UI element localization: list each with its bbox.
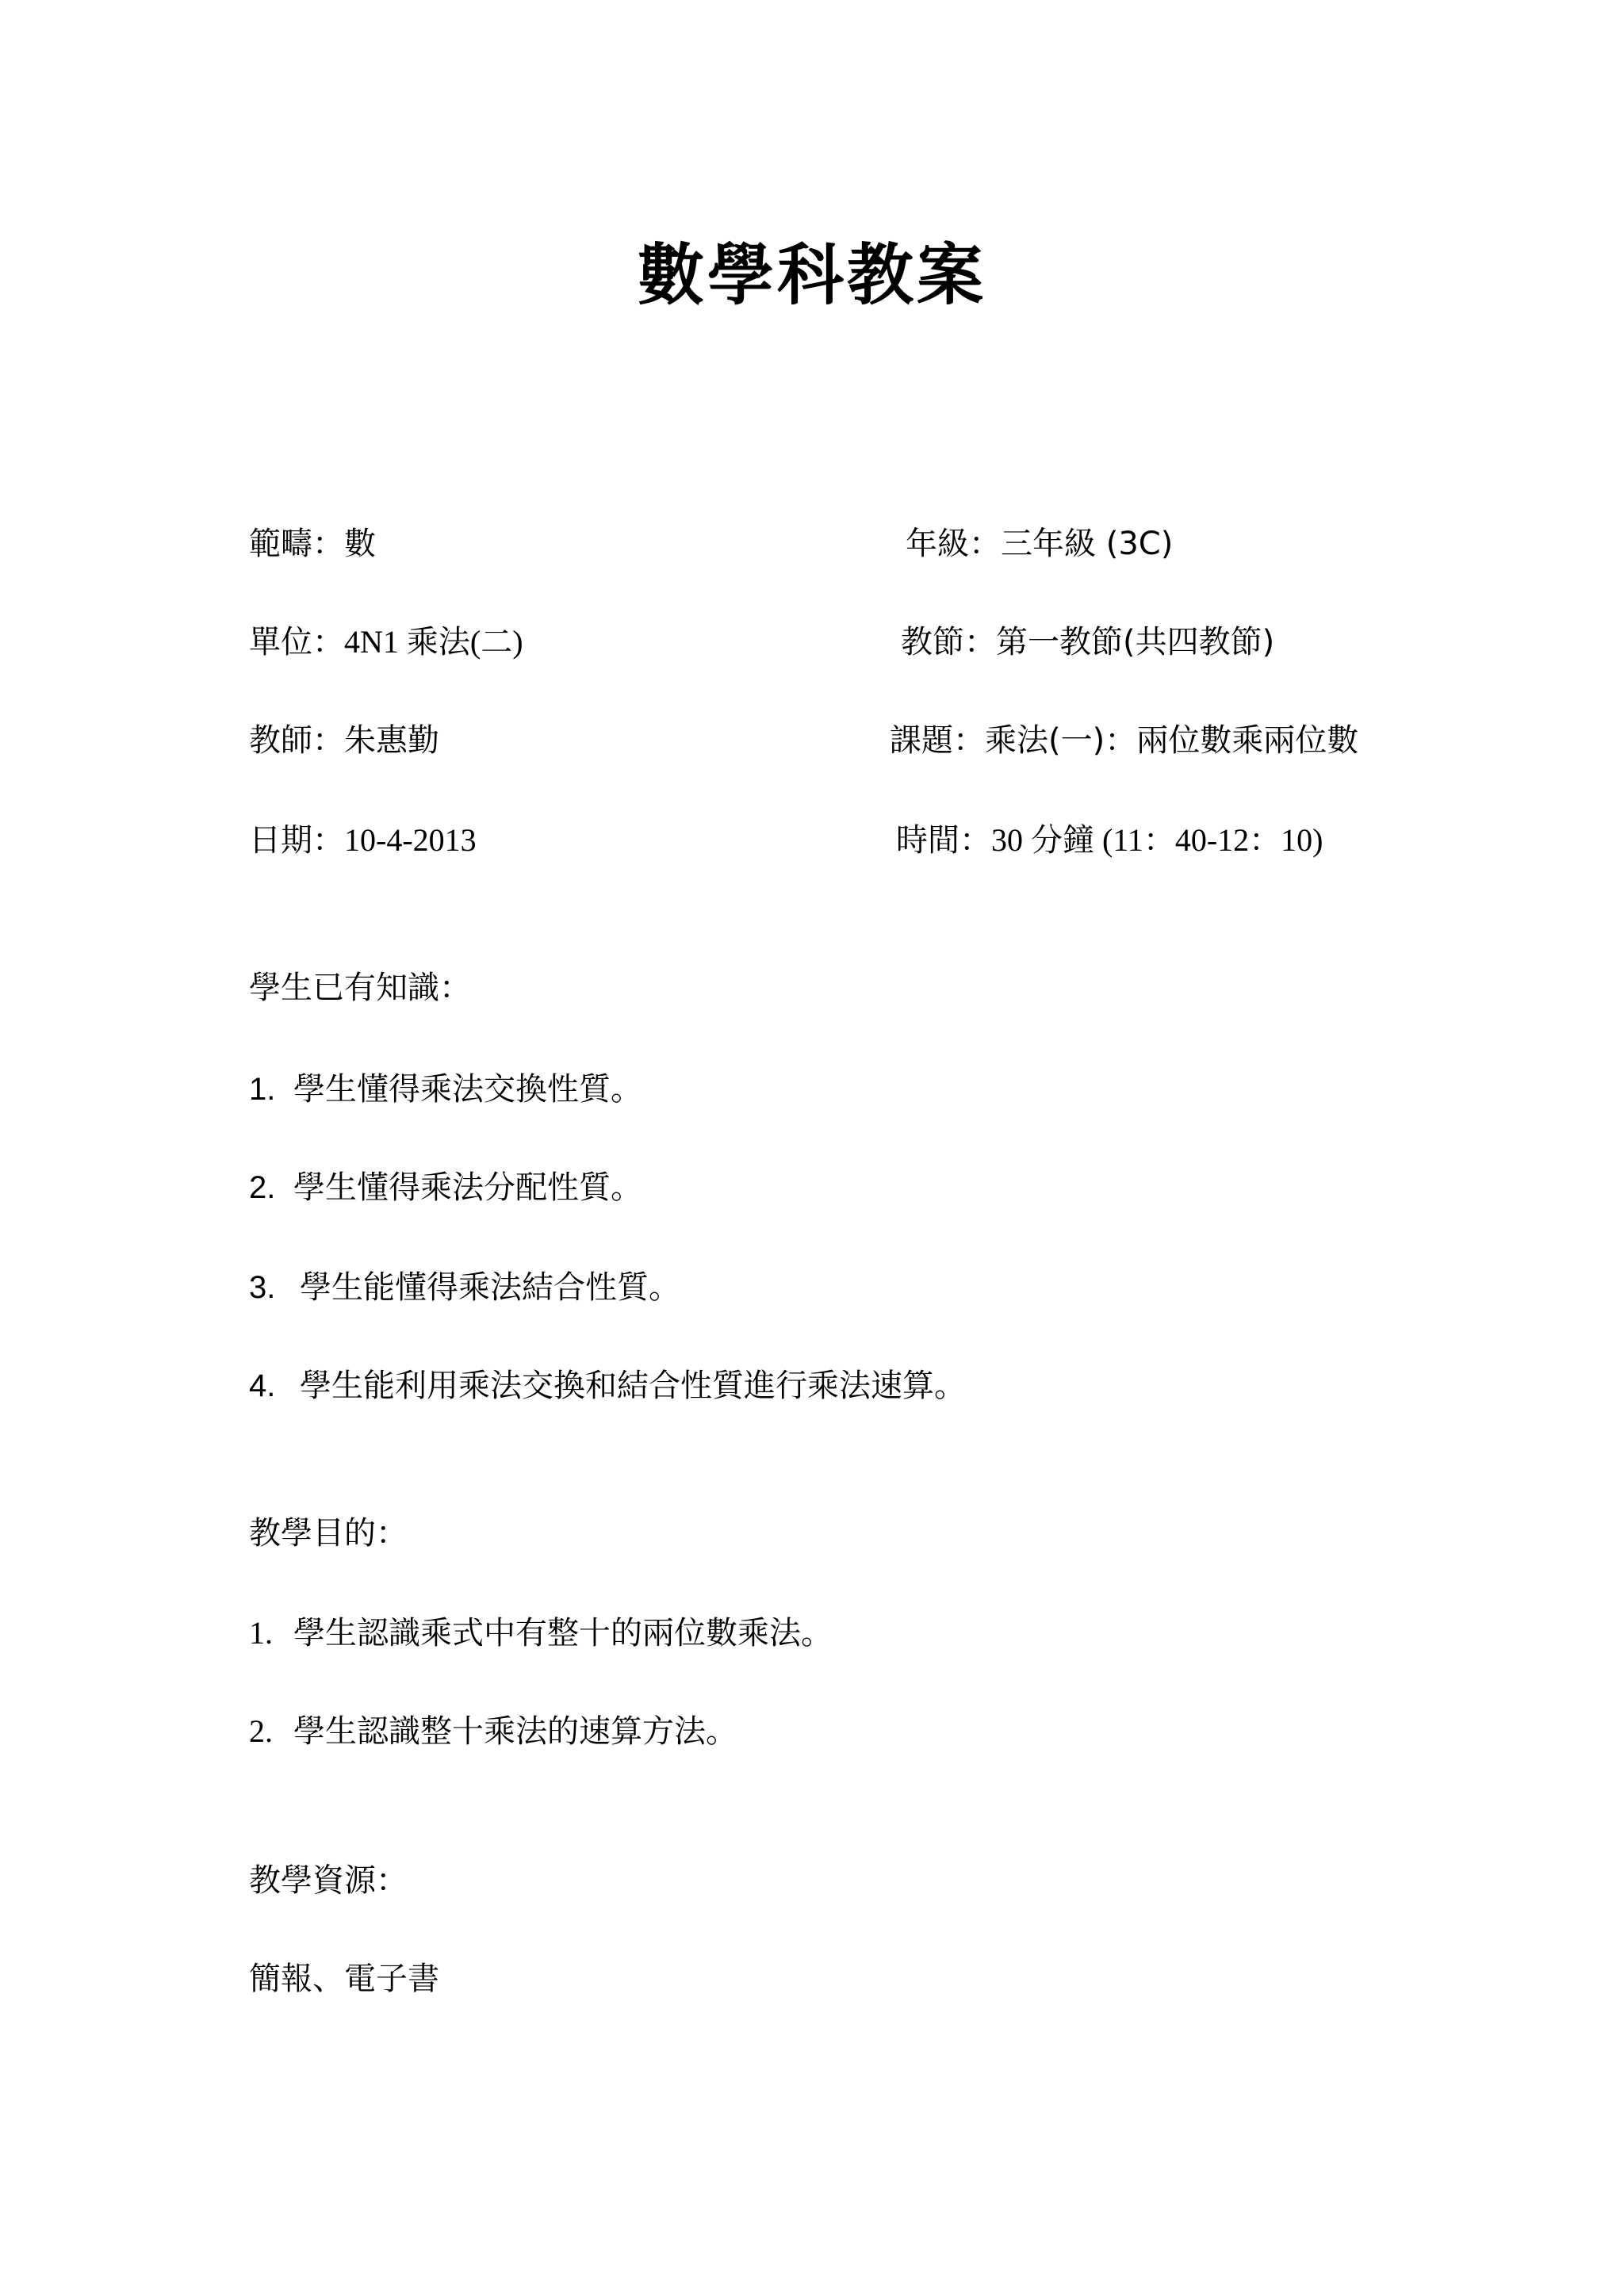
info-topic-label: 課題：: [890, 722, 985, 759]
info-date-label: 日期：: [249, 822, 344, 859]
objective-item: [249, 1709, 737, 1754]
info-domain: [249, 522, 376, 566]
info-topic-value: 乘法(一)：兩位數乘兩位數: [985, 722, 1359, 759]
list-text: 學生懂得乘法分配性質。: [293, 1169, 642, 1206]
list-text: 學生能懂得乘法結合性質。: [300, 1269, 680, 1306]
prior-knowledge-item: [249, 1165, 642, 1210]
prior-knowledge-item: [249, 1265, 680, 1310]
info-lesson: [901, 620, 1274, 664]
info-teacher: [249, 718, 439, 763]
info-unit: [249, 620, 523, 664]
info-time-label: 時間：: [896, 822, 991, 859]
info-teacher-value: 朱惠勤: [344, 722, 439, 759]
list-number: 2.: [249, 1170, 276, 1205]
info-time-value: 30 分鐘 (11：40-12：10): [991, 822, 1323, 858]
list-number: 3.: [249, 1270, 276, 1305]
info-teacher-label: 教師：: [249, 722, 344, 759]
info-date-value: 10-4-2013: [344, 822, 477, 858]
list-number: 4.: [249, 1368, 276, 1403]
info-lesson-value: 第一教節(共四教節): [996, 624, 1275, 660]
info-domain-value: 數: [344, 526, 376, 562]
prior-knowledge-heading: 學生已有知識：: [249, 970, 471, 1006]
info-lesson-label: 教節：: [901, 624, 996, 660]
page-title: 數學科教案: [637, 236, 986, 314]
info-grade-label: 年級：: [906, 526, 1001, 562]
info-time: [896, 818, 1323, 863]
list-text: 學生認識整十乘法的速算方法。: [293, 1713, 737, 1750]
objective-item: [249, 1611, 833, 1655]
objectives-heading: 教學目的：: [249, 1515, 408, 1552]
list-number: 1.: [249, 1072, 276, 1107]
info-topic: [890, 718, 1358, 763]
list-number: 2.: [249, 1713, 273, 1749]
info-date: [249, 818, 477, 863]
prior-knowledge-item: [249, 1364, 966, 1408]
list-text: 學生認識乘式中有整十的兩位數乘法。: [293, 1615, 833, 1651]
list-text: 學生懂得乘法交換性質。: [293, 1071, 642, 1108]
info-unit-label: 單位：: [249, 624, 344, 660]
prior-knowledge-item: [249, 1067, 642, 1112]
resources-heading: 教學資源：: [249, 1862, 408, 1899]
info-domain-label: 範疇：: [249, 526, 344, 562]
info-unit-value: 4N1 乘法(二): [344, 624, 523, 660]
info-grade-value: 三年級 (3C): [1001, 526, 1174, 562]
resources-text: 簡報、電子書: [249, 1961, 439, 1997]
list-text: 學生能利用乘法交換和結合性質進行乘法速算。: [300, 1368, 966, 1404]
list-number: 1.: [249, 1615, 273, 1651]
info-grade: [906, 522, 1173, 566]
